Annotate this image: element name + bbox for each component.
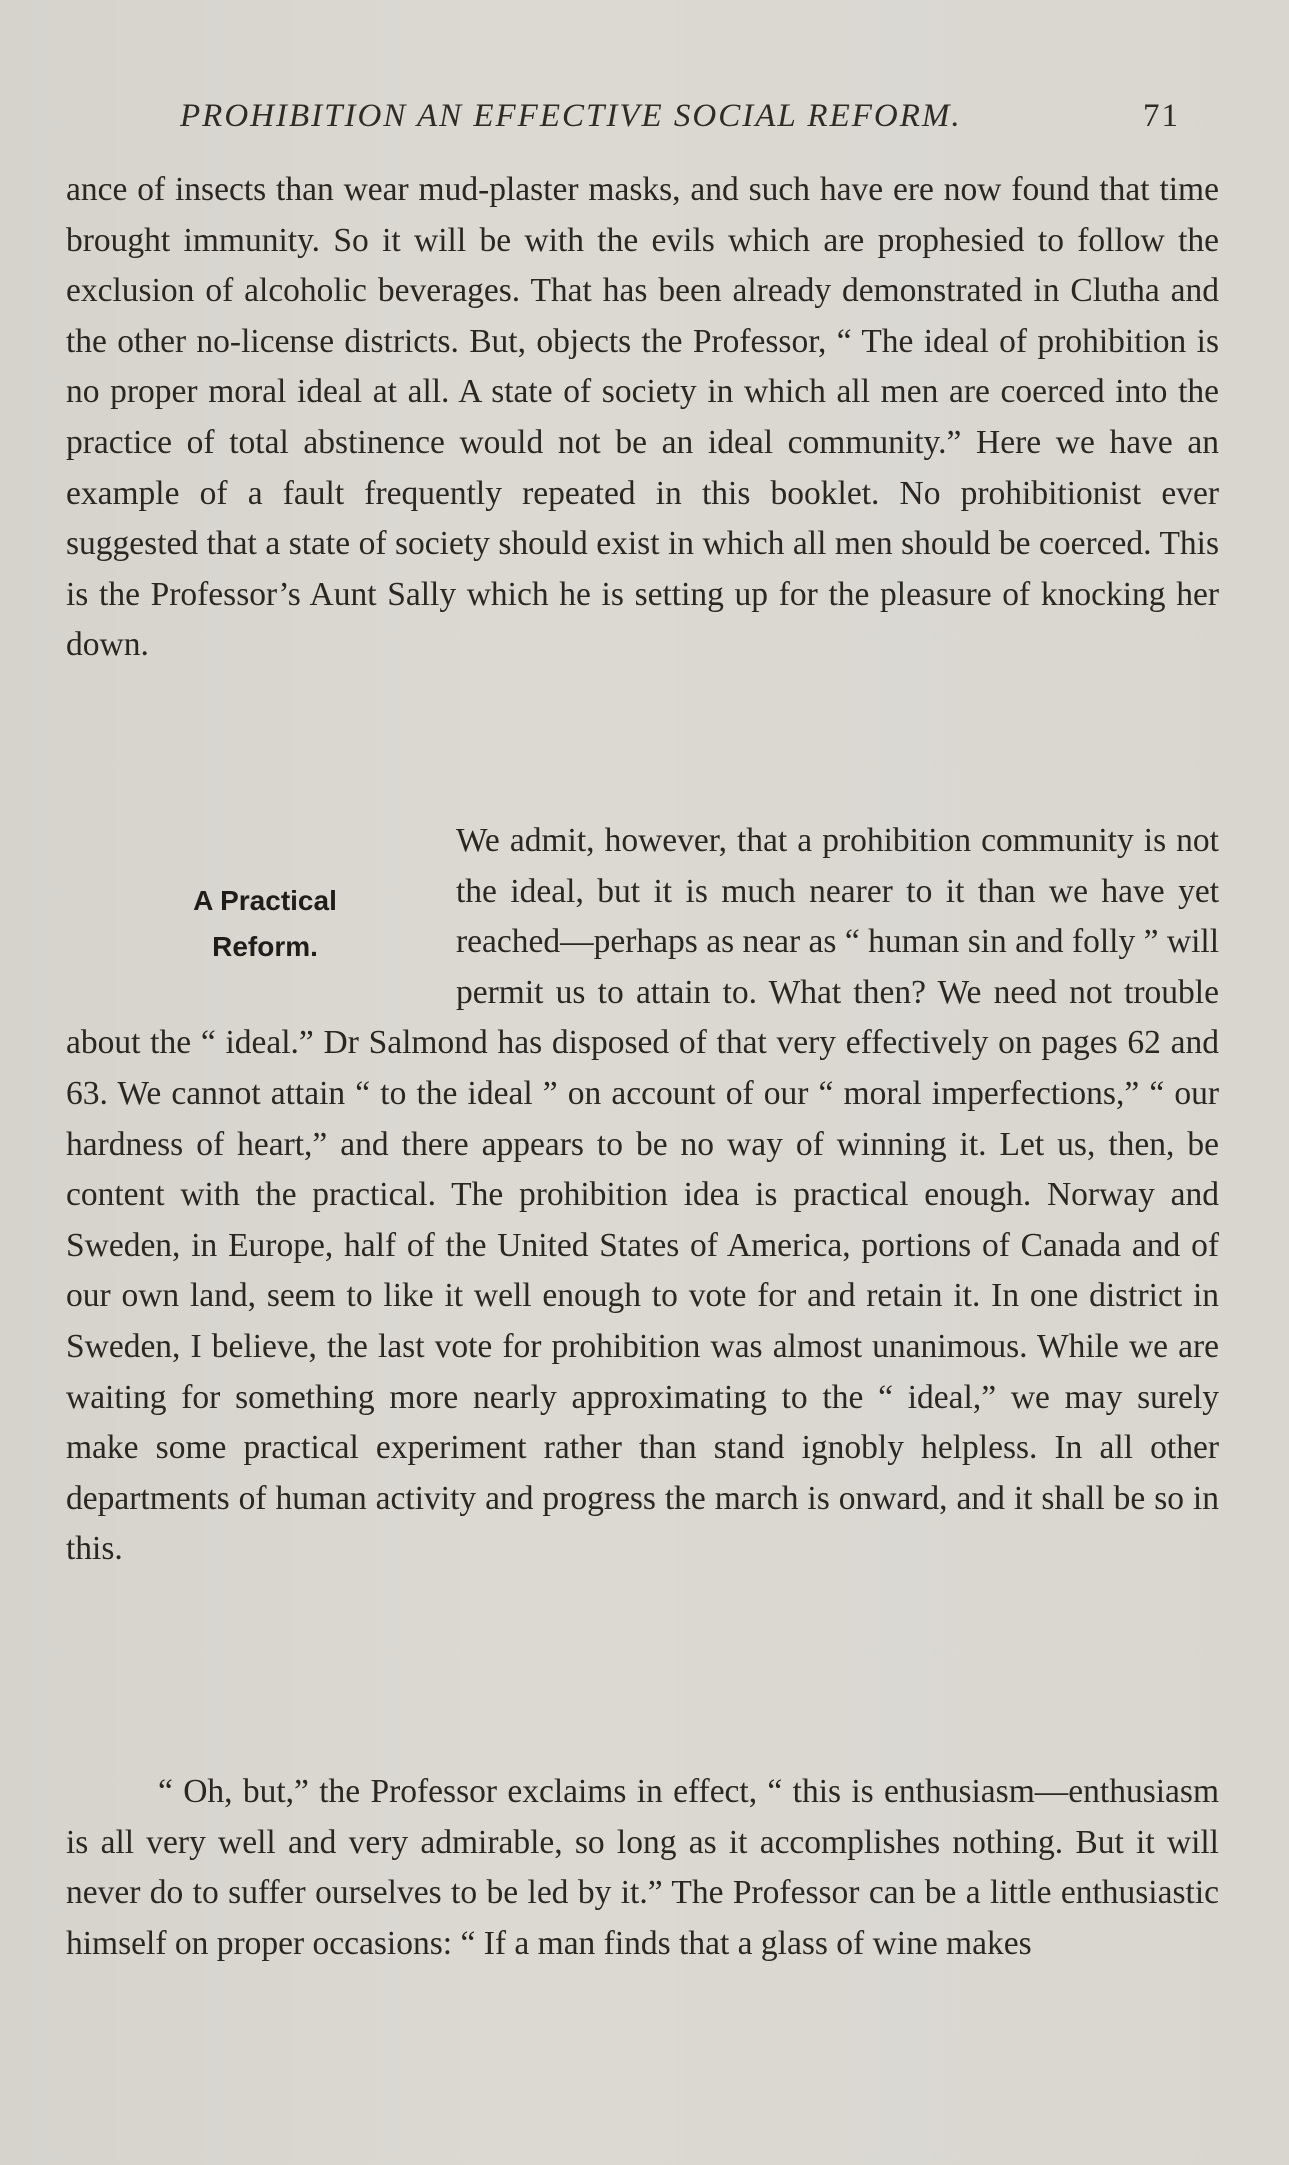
paragraph-1: ance of insects than wear mud-plaster masks, and such have ere now found that time brought immunity. So it will be with the evils which are prophesied to follow the exclusion of alcoholic beverages. That has been already demonstrated in Clutha and the other no-license districts. But, objects the Professor, “ The ideal of prohibition is no proper moral ideal at all. A state of society in which all men are coerced into the practice of total abstinence would not be an ideal community.” Here we have an example of a fault frequently repeated in this booklet. No prohibitionist ever suggested that a state of society should exist in which all men should be coerced. This is the Professor’s Aunt Sally which he is setting up for the pleasure of knocking her down. bbox=[66, 171, 1219, 664]
paragraph-2-text: We admit, however, that a prohibition community is not the ideal, but it is much nearer to it than we have yet reached—perhaps as near as “ human sin and folly ” will permit us to attain to. What then? We need not trouble about the “ ideal.” Dr Salmond has disposed of that very effectively on pages 62 and 63. We cannot attain “ to the ideal ” on account of our “ moral imperfections,” “ our hardness of heart,” and there appears to be no way of winning it. Let us, then, be content with the practical. The prohibition idea is practical enough. Norway and Sweden, in Europe, half of the United States of America, portions of Canada and of our own land, seem to like it well enough to vote for and retain it. In one district in Sweden, I believe, the last vote for prohibition was almost unanimous. While we are waiting for something more nearly approximating to the “ ideal,” we may surely make some practical experiment rather than stand ignobly helpless. In all other departments of human activity and progress the march is onward, and it shall be so in this. bbox=[66, 822, 1219, 1568]
paragraph-2 bbox=[66, 816, 1219, 1575]
side-note-line-1: A Practical bbox=[193, 885, 337, 916]
page-header bbox=[180, 98, 1180, 138]
page-number: 71 bbox=[1143, 98, 1180, 134]
side-note-line-2: Reform. bbox=[212, 931, 318, 962]
paragraph-3: “ Oh, but,” the Professor exclaims in effect, “ this is enthusiasm—enthusiasm is all very well and very admirable, so long as it accomplishes nothing. But it will never do to suffer ourselves to be led by it.” The Professor can be a little enthusiastic himself on proper occasions: “ If a man finds that a glass of wine makes bbox=[66, 1773, 1219, 1962]
running-title: PROHIBITION AN EFFECTIVE SOCIAL REFORM. bbox=[180, 98, 962, 134]
side-note-spacer bbox=[66, 816, 456, 1018]
